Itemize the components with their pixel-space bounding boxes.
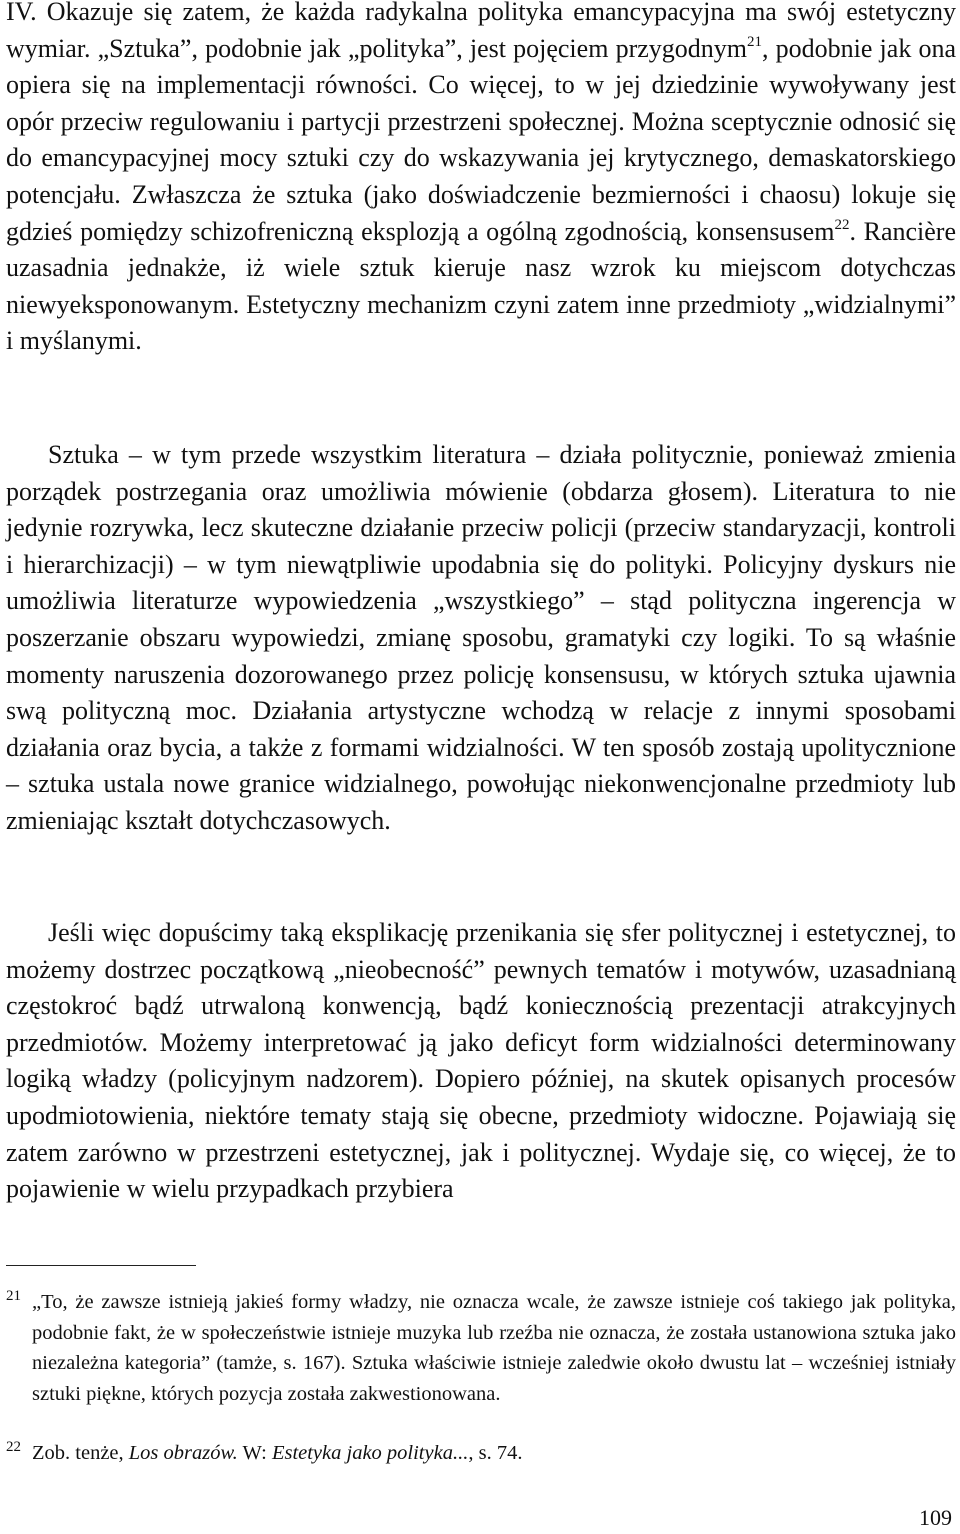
footnote-22-title-2: Estetyka jako polityka... [271, 1442, 469, 1464]
footnote-22-title-1: Los obrazów. [128, 1442, 238, 1464]
paragraph-2: Sztuka – w tym przede wszystkim literatura – działa politycznie, ponieważ zmienia porządek postrzegania oraz umożliwia mówienie (obdarza głosem). Literatura to nie jedynie rozrywka, lecz skuteczne działanie przeciw policji (przeciw standaryzacji, kontroli i hierarchizacji) – w tym niewątpliwie upodabnia się do polityki. Policyjny dyskurs nie umożliwia literaturze wypowiedzenia „wszystkiego” – stąd polityczna ingerencja w poszerzanie obszaru wypowiedzi, zmianę sposobu, gramatyki czy logiki. To są właśnie momenty naruszenia dozorowanego przez policję konsensusu, w których sztuka ujawnia swą polityczną moc. Działania artystyczne wchodzą w relacje z innymi sposobami działania oraz bycia, a także z formami widzialności. W ten sposób zostają upolitycznione – sztuka ustala nowe granice widzialnego, powołując niekonwencjonalne przedmioty lub zmieniając kształt dotychczasowych. [6, 440, 956, 835]
page-number: 109 [919, 1505, 952, 1530]
paragraph-1-text-c: . Rancière uzasadnia jednakże, iż wiele sztuk kieruje nasz wzrok ku miejscom dotychczas niewyeksponowanym. Estetyczny mechanizm czyni zatem inne przedmioty „widzialnymi” i myślanymi. [6, 216, 956, 356]
footnote-ref-22[interactable]: 22 [834, 216, 850, 233]
footnote-22 [6, 1438, 956, 1469]
footnote-22-text-a: Zob. tenże, [32, 1442, 129, 1464]
footnote-22-text [6, 1438, 956, 1469]
paragraph-1-text-b: , podobnie jak ona opiera się na implementacji równości. Co więcej, to w jej dziedzinie wywoływany jest opór przeciw regulowaniu i partycji przestrzeni społecznej. Można sceptycznie odnosić się do emancypacyjnej mocy sztuki czy do wskazywania jej krytycznego, demaskatorskiego potencjału. Zwłaszcza że sztuka (jako doświadczenie bezmierności i chaosu) lokuje się gdzieś pomiędzy schizofreniczną eksplozją a ogólną zgodnością, konsensusem [6, 33, 957, 246]
footnote-separator [6, 1265, 196, 1266]
footnote-22-text-c: , s. 74. [468, 1442, 523, 1464]
footnote-22-number: 22 [6, 1439, 21, 1455]
footnote-21-text: „To, że zawsze istnieją jakieś formy władzy, nie oznacza wcale, że zawsze istnieje coś takiego jak polityka, podobnie fakt, że w społeczeństwie istnieje muzyka lub rzeźba nie oznacza, że została ustanowiona sztuka jako niezależna kategoria” (tamże, s. 167). Sztuka właściwie istnieje zaledwie około dwustu lat – wcześniej istniały sztuki piękne, których pozycja została zakwestionowana. [32, 1291, 956, 1405]
paragraph-1 [6, 0, 956, 360]
paragraph-1-text-a: IV. Okazuje się zatem, że każda radykalna polityka emancypacyjna ma swój estetyczny wymiar. „Sztuka”, podobnie jak „polityka”, jest pojęciem przygodnym [6, 0, 956, 63]
footnote-ref-21[interactable]: 21 [747, 33, 762, 50]
footnote-21 [6, 1287, 956, 1409]
paragraph-3: Jeśli więc dopuścimy taką eksplikację przenikania się sfer politycznej i estetycznej, to możemy dostrzec początkową „nieobecność” pewnych tematów i motywów, uzasadnianą częstokroć bądź utrwaloną konwencją, bądź koniecznością prezentacji atrakcyjnych przedmiotów. Możemy interpretować ją jako deficyt form widzialności determinowany logiką władzy (policyjnym nadzorem). Dopiero później, na skutek opisanych procesów upodmiotowienia, niektóre tematy stają się obecne, przedmioty widoczne. Pojawiają się zatem zarówno w przestrzeni estetycznej, jak i politycznej. Wydaje się, co więcej, że to pojawienie w wielu przypadkach przybiera [6, 918, 956, 1204]
footnote-22-text-b: W: [237, 1442, 272, 1464]
footnote-21-number: 21 [6, 1288, 21, 1304]
